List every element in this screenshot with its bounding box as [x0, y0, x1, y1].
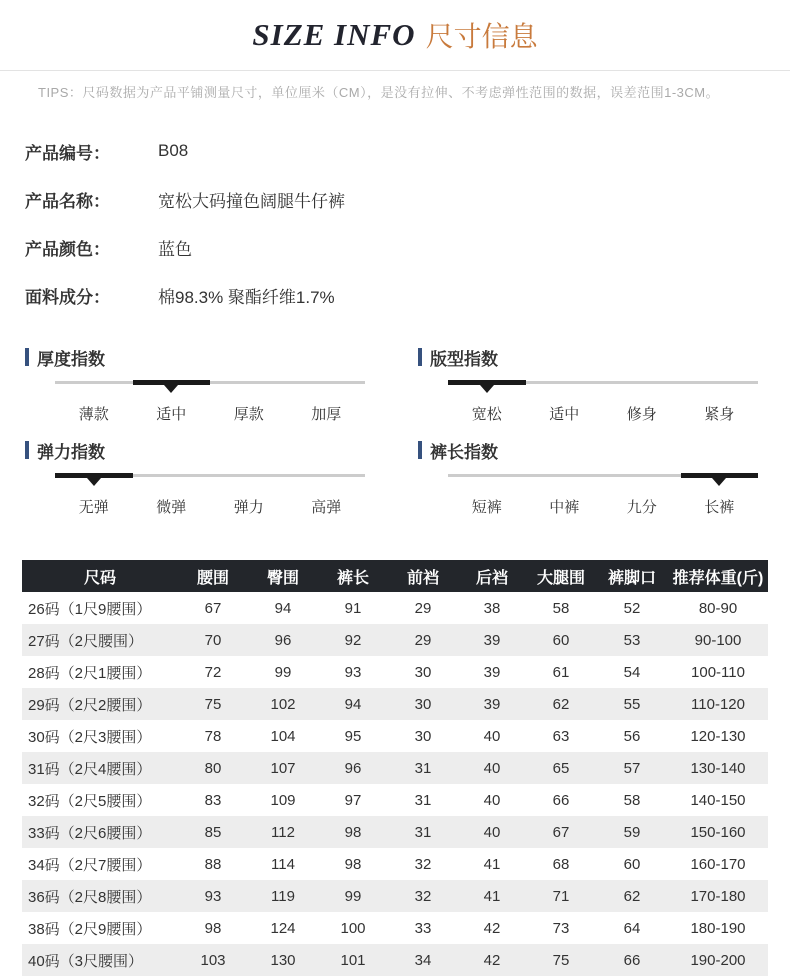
- indicator-option: 紧身: [704, 406, 735, 423]
- value-cell: 130-140: [690, 759, 746, 777]
- indicator-option: 适中: [549, 406, 580, 423]
- column-header: 前裆: [388, 560, 458, 592]
- value-cell: 29: [414, 631, 432, 649]
- value-cell: 93: [204, 887, 222, 905]
- column-header: 腰围: [178, 560, 248, 592]
- table-row: [22, 848, 768, 880]
- indicator-title: [25, 346, 372, 368]
- page-header: [0, 0, 790, 71]
- value-cell: 92: [344, 631, 362, 649]
- indicator-thickness: [25, 346, 372, 424]
- table-row: [22, 720, 768, 752]
- value-cell: 83: [204, 791, 222, 809]
- value-cell: 40: [483, 759, 501, 777]
- product-row: [25, 175, 790, 223]
- indicator-title: [418, 439, 765, 461]
- indicator-slider: [448, 381, 758, 393]
- value-cell: 101: [340, 951, 366, 969]
- indicator-title-text: 弹力指数: [37, 442, 105, 462]
- table-row: [22, 784, 768, 816]
- value-cell: 109: [270, 791, 296, 809]
- size-cell: 32码（2尺5腰围）: [28, 792, 152, 810]
- size-cell: 29码（2尺2腰围）: [28, 696, 152, 714]
- table-row: [22, 880, 768, 912]
- slider-marker-icon: [87, 478, 101, 486]
- indicator-option: 长裤: [704, 499, 735, 516]
- table-row: [22, 656, 768, 688]
- value-cell: 31: [414, 791, 432, 809]
- table-row: [22, 912, 768, 944]
- indicator-option: 中裤: [549, 499, 580, 516]
- value-cell: 32: [414, 855, 432, 873]
- value-cell: 38: [483, 599, 501, 617]
- value-cell: 55: [623, 695, 641, 713]
- value-cell: 96: [274, 631, 292, 649]
- product-info: [25, 127, 790, 319]
- table-row: [22, 592, 768, 624]
- product-row: [25, 127, 790, 175]
- indicator-slider: [55, 474, 365, 486]
- value-cell: 119: [271, 887, 295, 905]
- value-cell: 94: [344, 695, 362, 713]
- value-cell: 160-170: [690, 855, 746, 873]
- value-cell: 80-90: [698, 599, 738, 617]
- indicator-title-text: 裤长指数: [430, 442, 498, 462]
- section-bar-icon: [418, 348, 422, 366]
- value-cell: 99: [344, 887, 362, 905]
- table-row: [22, 624, 768, 656]
- indicator-option: 弹力: [233, 499, 264, 516]
- value-cell: 112: [271, 823, 295, 841]
- indicator-fit: [418, 346, 765, 424]
- indicator-options: [448, 403, 758, 424]
- value-cell: 53: [623, 631, 641, 649]
- value-cell: 98: [344, 855, 362, 873]
- value-cell: 42: [483, 951, 501, 969]
- value-cell: 88: [204, 855, 222, 873]
- section-bar-icon: [418, 441, 422, 459]
- column-header: 裤长: [318, 560, 388, 592]
- value-cell: 96: [344, 759, 362, 777]
- value-cell: 68: [552, 855, 570, 873]
- table-row: [22, 944, 768, 976]
- indicator-title-text: 厚度指数: [37, 349, 105, 369]
- value-cell: 30: [414, 663, 432, 681]
- value-cell: 140-150: [690, 791, 746, 809]
- value-cell: 72: [204, 663, 222, 681]
- value-cell: 30: [414, 727, 432, 745]
- header-row: [22, 560, 768, 592]
- product-row: [25, 271, 790, 319]
- product-label: 产品编号：: [25, 143, 110, 163]
- page-title-chinese: 尺寸信息: [425, 21, 538, 52]
- size-cell: 26码（1尺9腰围）: [28, 600, 152, 618]
- value-cell: 180-190: [690, 919, 746, 937]
- size-cell: 30码（2尺3腰围）: [28, 728, 152, 746]
- indicator-slider: [55, 381, 365, 393]
- value-cell: 75: [552, 951, 570, 969]
- indicator-option: 短裤: [471, 499, 502, 516]
- size-cell: 27码（2尺腰围）: [28, 632, 144, 650]
- indicator-option: 微弹: [156, 499, 187, 516]
- value-cell: 40: [483, 823, 501, 841]
- value-cell: 107: [270, 759, 296, 777]
- size-cell: 34码（2尺7腰围）: [28, 856, 152, 874]
- value-cell: 41: [483, 855, 501, 873]
- size-table-body: [22, 592, 768, 976]
- value-cell: 130: [270, 951, 296, 969]
- section-bar-icon: [25, 441, 29, 459]
- value-cell: 64: [623, 919, 641, 937]
- value-cell: 29: [414, 599, 432, 617]
- indicator-title: [418, 346, 765, 368]
- value-cell: 41: [483, 887, 501, 905]
- value-cell: 100: [340, 919, 366, 937]
- value-cell: 124: [270, 919, 296, 937]
- section-bar-icon: [25, 348, 29, 366]
- indicator-option: 无弹: [78, 499, 109, 516]
- indicator-option: 薄款: [78, 406, 109, 423]
- size-cell: 36码（2尺8腰围）: [28, 888, 152, 906]
- value-cell: 97: [344, 791, 362, 809]
- slider-marker-icon: [480, 385, 494, 393]
- value-cell: 98: [344, 823, 362, 841]
- value-cell: 100-110: [691, 663, 745, 681]
- value-cell: 39: [483, 695, 501, 713]
- indicator-options: [55, 496, 365, 517]
- value-cell: 40: [483, 791, 501, 809]
- value-cell: 66: [623, 951, 641, 969]
- value-cell: 39: [483, 631, 501, 649]
- value-cell: 42: [483, 919, 501, 937]
- indicator-option: 适中: [156, 406, 187, 423]
- value-cell: 99: [274, 663, 292, 681]
- product-value: 蓝色: [158, 239, 192, 259]
- value-cell: 73: [552, 919, 570, 937]
- value-cell: 33: [414, 919, 432, 937]
- product-value: 宽松大码撞色阔腿牛仔裤: [158, 191, 345, 211]
- value-cell: 120-130: [690, 727, 746, 745]
- value-cell: 63: [552, 727, 570, 745]
- indicator-title-text: 版型指数: [430, 349, 498, 369]
- table-row: [22, 752, 768, 784]
- indicator-options: [448, 496, 758, 517]
- indicator-slider: [448, 474, 758, 486]
- value-cell: 31: [414, 823, 432, 841]
- value-cell: 61: [552, 663, 570, 681]
- size-table-header: [22, 560, 768, 592]
- value-cell: 32: [414, 887, 432, 905]
- value-cell: 104: [270, 727, 296, 745]
- indicator-section: [0, 346, 790, 532]
- value-cell: 40: [483, 727, 501, 745]
- value-cell: 39: [483, 663, 501, 681]
- indicator-length: [418, 439, 765, 517]
- indicator-elasticity: [25, 439, 372, 517]
- column-header: 推荐体重(斤): [668, 560, 768, 592]
- indicator-option: 厚款: [233, 406, 264, 423]
- value-cell: 62: [552, 695, 570, 713]
- value-cell: 150-160: [690, 823, 746, 841]
- slider-marker-icon: [712, 478, 726, 486]
- value-cell: 57: [623, 759, 641, 777]
- value-cell: 58: [552, 599, 570, 617]
- value-cell: 102: [270, 695, 296, 713]
- indicator-option: 加厚: [311, 406, 342, 423]
- tips-note: TIPS：尺码数据为产品平铺测量尺寸，单位厘米（CM），是没有拉伸、不考虑弹性范围的数据，误差范围1-3CM。: [38, 85, 720, 100]
- value-cell: 62: [623, 887, 641, 905]
- value-cell: 60: [552, 631, 570, 649]
- size-cell: 31码（2尺4腰围）: [28, 760, 152, 778]
- value-cell: 85: [204, 823, 222, 841]
- column-header: 后裆: [458, 560, 526, 592]
- slider-track: [55, 381, 365, 384]
- column-header: 尺码: [22, 560, 178, 592]
- size-cell: 33码（2尺6腰围）: [28, 824, 152, 842]
- value-cell: 90-100: [694, 631, 742, 649]
- value-cell: 75: [204, 695, 222, 713]
- column-header: 裤脚口: [596, 560, 668, 592]
- product-value: B08: [158, 141, 189, 160]
- indicator-options: [55, 403, 365, 424]
- value-cell: 190-200: [690, 951, 746, 969]
- value-cell: 54: [623, 663, 641, 681]
- value-cell: 59: [623, 823, 641, 841]
- value-cell: 65: [552, 759, 570, 777]
- value-cell: 110-120: [691, 695, 745, 713]
- value-cell: 58: [623, 791, 641, 809]
- indicator-option: 高弹: [311, 499, 342, 516]
- value-cell: 80: [204, 759, 222, 777]
- value-cell: 67: [204, 599, 222, 617]
- size-cell: 40码（3尺腰围）: [28, 952, 144, 970]
- column-header: 大腿围: [526, 560, 596, 592]
- value-cell: 71: [552, 887, 570, 905]
- value-cell: 93: [344, 663, 362, 681]
- product-label: 面料成分：: [25, 287, 110, 307]
- value-cell: 78: [204, 727, 222, 745]
- table-row: [22, 816, 768, 848]
- size-cell: 28码（2尺1腰围）: [28, 664, 152, 682]
- value-cell: 66: [552, 791, 570, 809]
- product-label: 产品名称：: [25, 191, 110, 211]
- value-cell: 103: [200, 951, 226, 969]
- size-cell: 38码（2尺9腰围）: [28, 920, 152, 938]
- size-table: [22, 560, 768, 976]
- indicator-option: 宽松: [471, 406, 502, 423]
- indicator-title: [25, 439, 372, 461]
- table-row: [22, 688, 768, 720]
- column-header: 臀围: [248, 560, 318, 592]
- indicator-option: 九分: [626, 499, 657, 516]
- value-cell: 94: [274, 599, 292, 617]
- value-cell: 95: [344, 727, 362, 745]
- product-label: 产品颜色：: [25, 239, 110, 259]
- value-cell: 114: [271, 855, 295, 873]
- value-cell: 30: [414, 695, 432, 713]
- value-cell: 31: [414, 759, 432, 777]
- value-cell: 52: [623, 599, 641, 617]
- value-cell: 91: [344, 599, 362, 617]
- value-cell: 67: [552, 823, 570, 841]
- product-value: 棉98.3% 聚酯纤维1.7%: [158, 287, 335, 307]
- value-cell: 60: [623, 855, 641, 873]
- product-row: [25, 223, 790, 271]
- value-cell: 170-180: [690, 887, 746, 905]
- value-cell: 98: [204, 919, 222, 937]
- slider-marker-icon: [164, 385, 178, 393]
- indicator-option: 修身: [626, 406, 657, 423]
- value-cell: 56: [623, 727, 641, 745]
- value-cell: 34: [414, 951, 432, 969]
- page-title-english: SIZE INFO: [252, 17, 416, 52]
- value-cell: 70: [204, 631, 222, 649]
